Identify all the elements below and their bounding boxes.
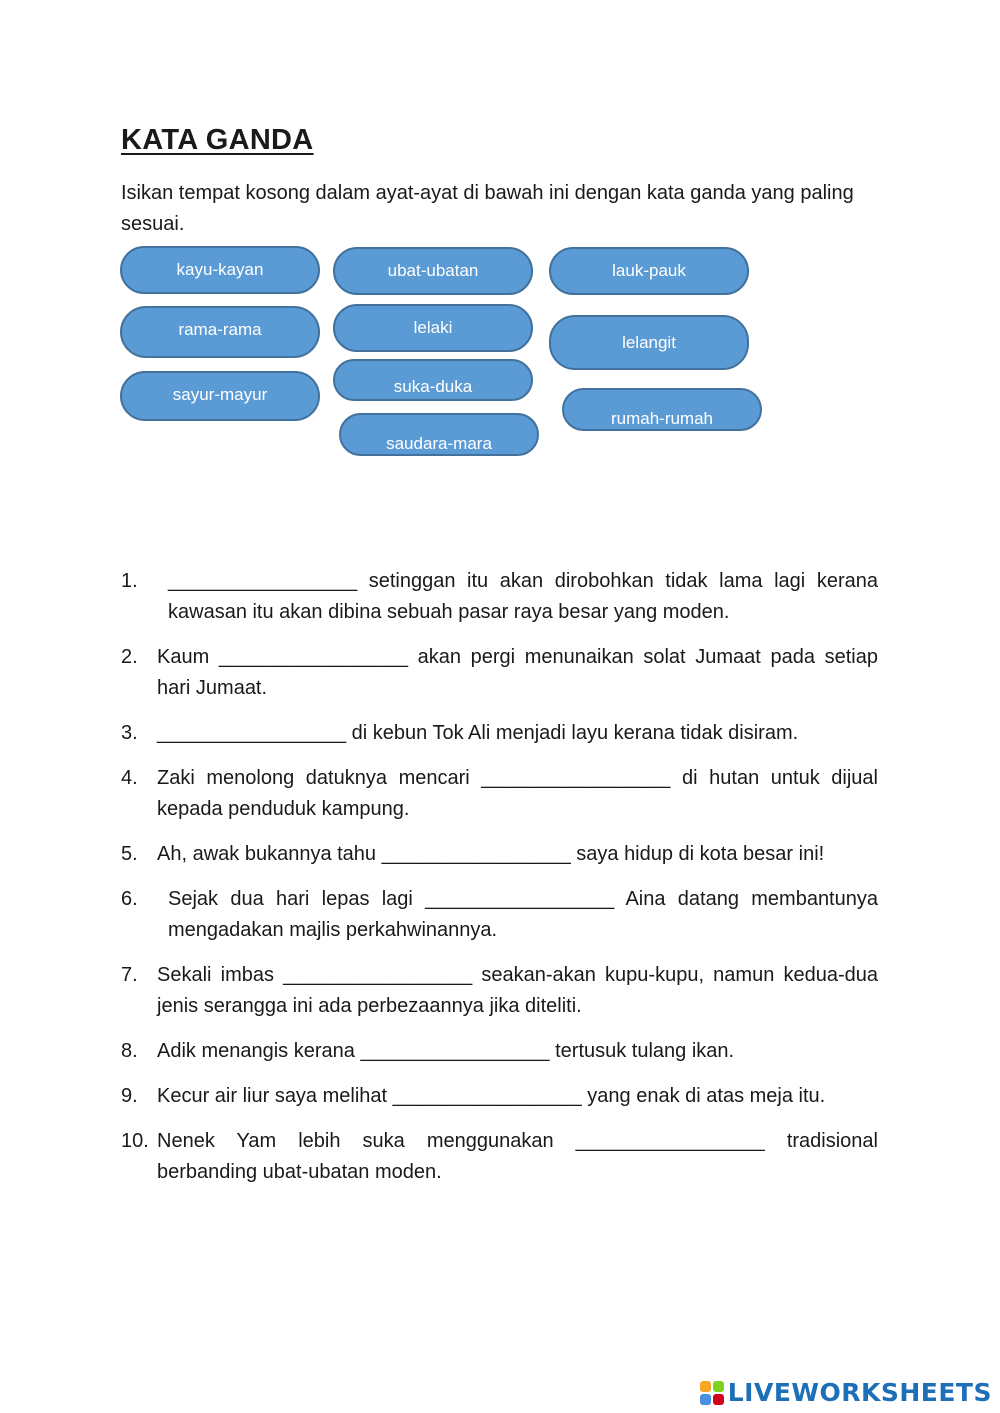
page-title: KATA GANDA: [121, 124, 314, 156]
answer-blank[interactable]: _________________: [157, 722, 347, 744]
answer-blank[interactable]: _________________: [392, 1085, 582, 1107]
question-text-before: Sejak dua hari lepas lagi: [168, 888, 426, 910]
question-text-after: tertusuk tulang ikan.: [549, 1040, 735, 1062]
answer-blank[interactable]: _________________: [168, 570, 358, 592]
answer-blank[interactable]: _________________: [425, 888, 615, 910]
instructions: Isikan tempat kosong dalam ayat-ayat di bawah ini dengan kata ganda yang paling sesuai.: [121, 182, 854, 235]
question-item: [121, 642, 878, 704]
question-number: 6.: [121, 888, 138, 910]
word-card-saudara-mara[interactable]: saudara-mara: [339, 413, 539, 456]
question-text-before: Kaum: [157, 646, 219, 668]
question-text-after: setinggan itu akan dirobohkan tidak lama lagi kerana kawasan itu akan dibina sebuah pasar raya besar yang moden.: [168, 570, 878, 623]
question-number: 1.: [121, 570, 138, 592]
word-card-suka-duka[interactable]: suka-duka: [333, 359, 533, 401]
question-text-after: seakan-akan kupu-kupu, namun kedua-dua jenis serangga ini ada perbezaannya jika diteliti.: [157, 964, 878, 1017]
word-card-rama-rama[interactable]: rama-rama: [120, 306, 320, 358]
question-number: 10.: [121, 1130, 149, 1152]
question-item: [121, 763, 878, 825]
liveworksheets-logo: [700, 1378, 992, 1407]
question-text-after: Aina datang membantunya mengadakan majlis perkahwinannya.: [168, 888, 878, 941]
question-text-before: Zaki menolong datuknya mencari: [157, 767, 482, 789]
answer-blank[interactable]: _________________: [575, 1130, 765, 1152]
question-text-after: yang enak di atas meja itu.: [581, 1085, 826, 1107]
question-text-after: tradisional berbanding ubat-ubatan moden.: [157, 1130, 878, 1183]
question-text-before: Kecur air liur saya melihat: [157, 1085, 393, 1107]
word-card-sayur-mayur[interactable]: sayur-mayur: [120, 371, 320, 421]
answer-blank[interactable]: _________________: [481, 767, 671, 789]
question-text-before: Ah, awak bukannya tahu: [157, 843, 382, 865]
answer-blank[interactable]: _________________: [360, 1040, 550, 1062]
question-number: 4.: [121, 767, 138, 789]
word-card-lelangit[interactable]: lelangit: [549, 315, 749, 370]
word-card-kayu-kayan[interactable]: kayu-kayan: [120, 246, 320, 294]
word-card-ubat-ubatan[interactable]: ubat-ubatan: [333, 247, 533, 295]
question-item: [121, 1081, 878, 1112]
question-text-before: Adik menangis kerana: [157, 1040, 361, 1062]
question-item: [121, 884, 878, 946]
word-card-lauk-pauk[interactable]: lauk-pauk: [549, 247, 749, 295]
question-text-after: akan pergi menunaikan solat Jumaat pada setiap hari Jumaat.: [157, 646, 878, 699]
question-number: 3.: [121, 722, 138, 744]
question-number: 7.: [121, 964, 138, 986]
question-text-after: di hutan untuk dijual kepada penduduk kampung.: [157, 767, 878, 820]
question-list: [121, 566, 878, 1202]
question-text-before: Nenek Yam lebih suka menggunakan: [157, 1130, 576, 1152]
question-number: 8.: [121, 1040, 138, 1062]
logo-text: LIVEWORKSHEETS: [727, 1378, 992, 1407]
word-card-lelaki[interactable]: lelaki: [333, 304, 533, 352]
question-item: [121, 718, 878, 749]
liveworksheets-logo-icon: [700, 1381, 724, 1405]
question-item: [121, 1036, 878, 1067]
question-text-after: di kebun Tok Ali menjadi layu kerana tidak disiram.: [346, 722, 799, 744]
question-number: 9.: [121, 1085, 138, 1107]
question-number: 5.: [121, 843, 138, 865]
question-number: 2.: [121, 646, 138, 668]
answer-blank[interactable]: _________________: [218, 646, 408, 668]
answer-blank[interactable]: _________________: [381, 843, 571, 865]
question-item: [121, 1126, 878, 1188]
question-text-before: Sekali imbas: [157, 964, 284, 986]
question-item: [121, 566, 878, 628]
question-text-after: saya hidup di kota besar ini!: [570, 843, 825, 865]
question-item: [121, 960, 878, 1022]
question-item: [121, 839, 878, 870]
word-card-rumah-rumah[interactable]: rumah-rumah: [562, 388, 762, 431]
answer-blank[interactable]: _________________: [283, 964, 473, 986]
